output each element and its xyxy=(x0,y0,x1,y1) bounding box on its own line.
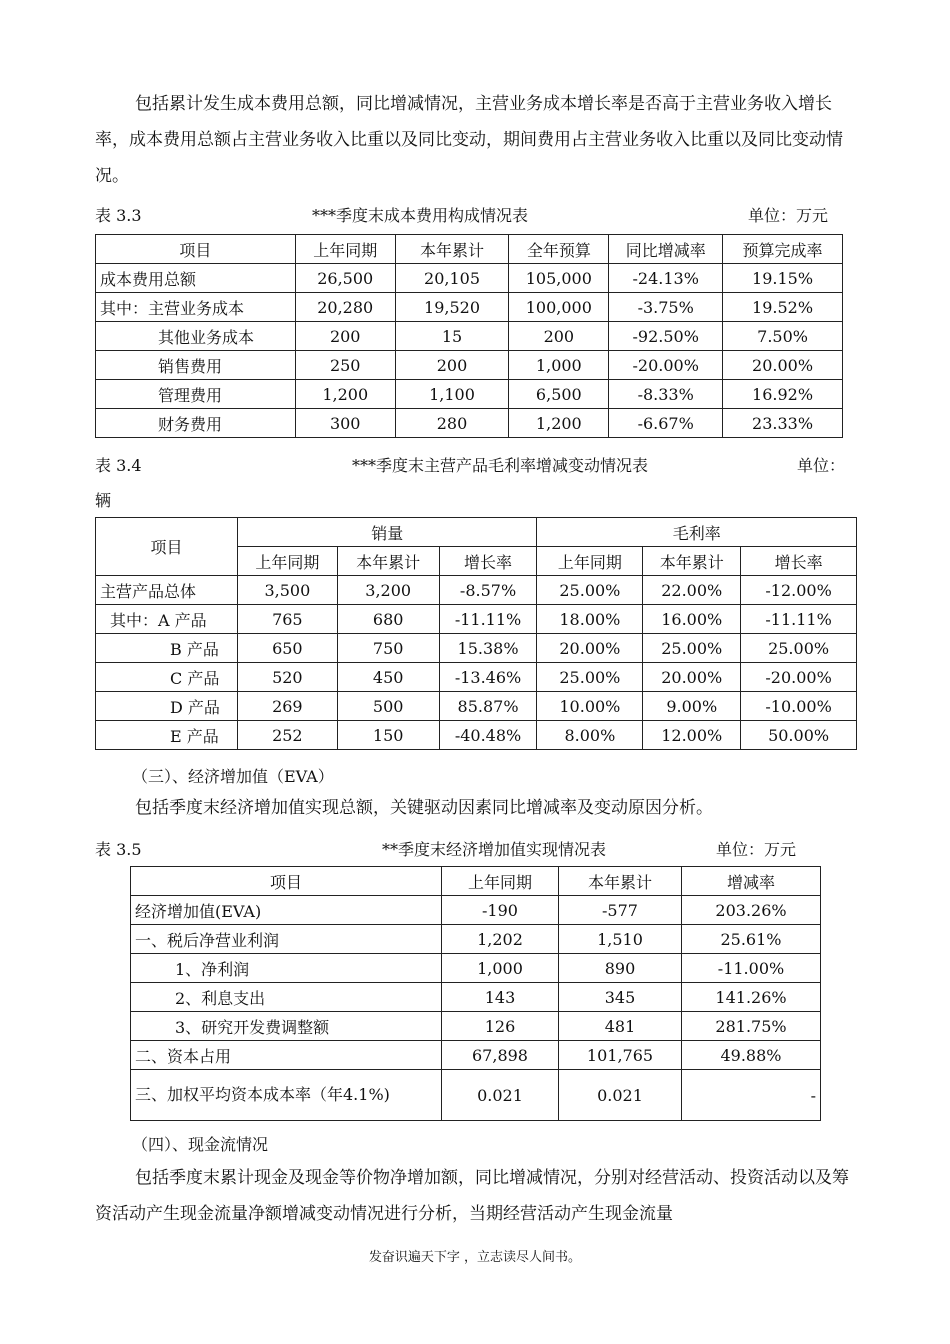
table-cell: 890 xyxy=(559,954,682,983)
table-cell: 1,000 xyxy=(509,351,609,380)
table-row xyxy=(131,925,821,954)
row-label: B 产品 xyxy=(96,634,238,663)
table-cell: -12.00% xyxy=(741,576,857,605)
table-row xyxy=(96,293,843,322)
table-cell: -10.00% xyxy=(741,692,857,721)
header-group-margin: 毛利率 xyxy=(537,518,857,547)
table-cell: 6,500 xyxy=(509,380,609,409)
table-cell: 203.26% xyxy=(682,896,821,925)
table-cell: 26,500 xyxy=(295,264,395,293)
table-cell: 20,105 xyxy=(395,264,509,293)
header-cell: 增长率 xyxy=(741,547,857,576)
table-cell: 269 xyxy=(237,692,337,721)
intro-paragraph: 包括累计发生成本费用总额，同比增减情况，主营业务成本增长率是否高于主营业务收入增长率，成本费用总额占主营业务收入比重以及同比变动，期间费用占主营业务收入比重以及同比变动情况。 xyxy=(95,94,843,186)
table-cell: 9.00% xyxy=(643,692,741,721)
table-cell: 300 xyxy=(295,409,395,438)
table-row xyxy=(96,721,857,750)
header-cell: 上年同期 xyxy=(295,235,395,264)
table-cell: 15 xyxy=(395,322,509,351)
header-cell: 项目 xyxy=(96,518,238,576)
table-cell: 19.52% xyxy=(723,293,843,322)
table-cell: 680 xyxy=(337,605,439,634)
row-label: C 产品 xyxy=(96,663,238,692)
table-cell: 25.00% xyxy=(741,634,857,663)
table34-title: ***季度末主营产品毛利率增减变动情况表 xyxy=(352,456,649,475)
header-cell: 同比增减率 xyxy=(609,235,723,264)
table-cell: 49.88% xyxy=(682,1041,821,1070)
header-cell: 本年累计 xyxy=(395,235,509,264)
table-cell: -8.57% xyxy=(439,576,537,605)
table-row xyxy=(96,409,843,438)
table-cell: -40.48% xyxy=(439,721,537,750)
header-cell: 增减率 xyxy=(682,867,821,896)
table-header-row xyxy=(96,235,843,264)
row-label: 一、税后净营业利润 xyxy=(131,925,442,954)
table-cell: 20,280 xyxy=(295,293,395,322)
table-cell: -190 xyxy=(442,896,559,925)
table-cell: -24.13% xyxy=(609,264,723,293)
table-cell: -20.00% xyxy=(609,351,723,380)
table-cell: 0.021 xyxy=(442,1070,559,1121)
table-cell: 0.021 xyxy=(559,1070,682,1121)
table-cell: 200 xyxy=(395,351,509,380)
table-cell: 3,500 xyxy=(237,576,337,605)
table-cell: -11.00% xyxy=(682,954,821,983)
table-cell: 15.38% xyxy=(439,634,537,663)
table-cell: 19.15% xyxy=(723,264,843,293)
table-cell: 10.00% xyxy=(537,692,643,721)
table-cell: 1,202 xyxy=(442,925,559,954)
table-row xyxy=(96,634,857,663)
row-label: E 产品 xyxy=(96,721,238,750)
table-cell: 143 xyxy=(442,983,559,1012)
row-label: 成本费用总额 xyxy=(96,264,296,293)
table-cell: -8.33% xyxy=(609,380,723,409)
table-cell: 7.50% xyxy=(723,322,843,351)
table-row xyxy=(96,692,857,721)
table-cell: 141.26% xyxy=(682,983,821,1012)
gross-margin-table xyxy=(95,517,857,750)
header-cell: 本年累计 xyxy=(337,547,439,576)
table-cell: 101,765 xyxy=(559,1041,682,1070)
table-row xyxy=(96,351,843,380)
table-cell: -3.75% xyxy=(609,293,723,322)
table-cell: 765 xyxy=(237,605,337,634)
table33-unit: 单位：万元 xyxy=(748,206,829,225)
header-cell: 预算完成率 xyxy=(723,235,843,264)
table-cell: 67,898 xyxy=(442,1041,559,1070)
table-row xyxy=(96,380,843,409)
table-cell: 126 xyxy=(442,1012,559,1041)
table-row xyxy=(96,264,843,293)
row-label: 管理费用 xyxy=(96,380,296,409)
table-cell: 1,000 xyxy=(442,954,559,983)
table-cell: 200 xyxy=(295,322,395,351)
row-label: 经济增加值(EVA) xyxy=(131,896,442,925)
table-cell: -11.11% xyxy=(741,605,857,634)
table-cell: 520 xyxy=(237,663,337,692)
table33-title: ***季度末成本费用构成情况表 xyxy=(312,206,529,225)
table-cell: 50.00% xyxy=(741,721,857,750)
table-cell: 22.00% xyxy=(643,576,741,605)
table-row xyxy=(131,896,821,925)
header-cell: 上年同期 xyxy=(537,547,643,576)
header-cell: 增长率 xyxy=(439,547,537,576)
table-cell: 650 xyxy=(237,634,337,663)
table34-unit-continued: 辆 xyxy=(95,491,112,510)
table-cell: 20.00% xyxy=(643,663,741,692)
table-cell: -20.00% xyxy=(741,663,857,692)
table35-unit: 单位：万元 xyxy=(716,840,797,859)
table-row xyxy=(131,1041,821,1070)
section-eva-heading: （三）、经济增加值（EVA） xyxy=(132,767,334,786)
table-cell: 105,000 xyxy=(509,264,609,293)
table-cell: 1,200 xyxy=(295,380,395,409)
header-cell: 上年同期 xyxy=(237,547,337,576)
eva-table xyxy=(130,866,821,1121)
table-cell: - xyxy=(682,1070,821,1121)
cashflow-paragraph: 包括季度末累计现金及现金等价物净增加额，同比增减情况，分别对经营活动、投资活动以及筹资活动产生现金流量净额增减变动情况进行分析，当期经营活动产生现金流量 xyxy=(95,1168,849,1224)
table-cell: 19,520 xyxy=(395,293,509,322)
table-cell: 25.00% xyxy=(643,634,741,663)
row-label: 二、资本占用 xyxy=(131,1041,442,1070)
table-cell: 16.00% xyxy=(643,605,741,634)
table-cell: 18.00% xyxy=(537,605,643,634)
table-cell: 252 xyxy=(237,721,337,750)
header-cell: 项目 xyxy=(131,867,442,896)
table35-label: 表 3.5 xyxy=(95,840,142,859)
row-label: 1、净利润 xyxy=(131,954,442,983)
table-cell: 500 xyxy=(337,692,439,721)
table-cell: 20.00% xyxy=(537,634,643,663)
header-group-sales: 销量 xyxy=(237,518,537,547)
table-cell: 85.87% xyxy=(439,692,537,721)
row-label: 其他业务成本 xyxy=(96,322,296,351)
table34-label: 表 3.4 xyxy=(95,456,142,475)
table-cell: 250 xyxy=(295,351,395,380)
row-label: 其中：A 产品 xyxy=(96,605,238,634)
table-row xyxy=(96,576,857,605)
row-label: 三、加权平均资本成本率（年4.1%) xyxy=(131,1070,442,1121)
table-cell: 345 xyxy=(559,983,682,1012)
table-cell: 1,510 xyxy=(559,925,682,954)
table35-title: **季度末经济增加值实现情况表 xyxy=(382,840,607,859)
table-cell: 281.75% xyxy=(682,1012,821,1041)
header-cell: 上年同期 xyxy=(442,867,559,896)
table-cell: 16.92% xyxy=(723,380,843,409)
cost-structure-table xyxy=(95,234,843,438)
table33-label: 表 3.3 xyxy=(95,206,142,225)
table-cell: 100,000 xyxy=(509,293,609,322)
row-label: 其中：主营业务成本 xyxy=(96,293,296,322)
table-cell: 25.00% xyxy=(537,576,643,605)
table-cell: 3,200 xyxy=(337,576,439,605)
row-label: 财务费用 xyxy=(96,409,296,438)
table-row xyxy=(131,1012,821,1041)
table-row xyxy=(96,605,857,634)
table-row xyxy=(131,1070,821,1121)
page-footer: 发奋识遍天下字 ，立志读尽人间书。 xyxy=(368,1250,582,1265)
table-row xyxy=(131,954,821,983)
table34-unit: 单位： xyxy=(797,456,846,475)
header-cell: 本年累计 xyxy=(559,867,682,896)
table-cell: 1,100 xyxy=(395,380,509,409)
table-cell: -92.50% xyxy=(609,322,723,351)
table-cell: 1,200 xyxy=(509,409,609,438)
table-row xyxy=(96,663,857,692)
section-cashflow-heading: （四）、现金流情况 xyxy=(132,1135,269,1154)
table-cell: 8.00% xyxy=(537,721,643,750)
table-cell: -11.11% xyxy=(439,605,537,634)
row-label: 销售费用 xyxy=(96,351,296,380)
table-cell: 750 xyxy=(337,634,439,663)
table-cell: 150 xyxy=(337,721,439,750)
row-label: 3、研究开发费调整额 xyxy=(131,1012,442,1041)
header-cell: 项目 xyxy=(96,235,296,264)
table-cell: -577 xyxy=(559,896,682,925)
row-label: D 产品 xyxy=(96,692,238,721)
table-cell: 23.33% xyxy=(723,409,843,438)
table-row xyxy=(131,983,821,1012)
table-cell: 12.00% xyxy=(643,721,741,750)
row-label: 2、利息支出 xyxy=(131,983,442,1012)
table-row xyxy=(96,322,843,351)
header-cell: 本年累计 xyxy=(643,547,741,576)
table-cell: 450 xyxy=(337,663,439,692)
table-cell: -6.67% xyxy=(609,409,723,438)
header-cell: 全年预算 xyxy=(509,235,609,264)
table-cell: -13.46% xyxy=(439,663,537,692)
table-header-row xyxy=(96,518,857,547)
table-cell: 481 xyxy=(559,1012,682,1041)
table-cell: 200 xyxy=(509,322,609,351)
row-label: 主营产品总体 xyxy=(96,576,238,605)
table-cell: 280 xyxy=(395,409,509,438)
table-cell: 25.61% xyxy=(682,925,821,954)
table-cell: 20.00% xyxy=(723,351,843,380)
table-header-row xyxy=(131,867,821,896)
table-cell: 25.00% xyxy=(537,663,643,692)
eva-paragraph: 包括季度末经济增加值实现总额，关键驱动因素同比增减率及变动原因分析。 xyxy=(135,798,713,818)
